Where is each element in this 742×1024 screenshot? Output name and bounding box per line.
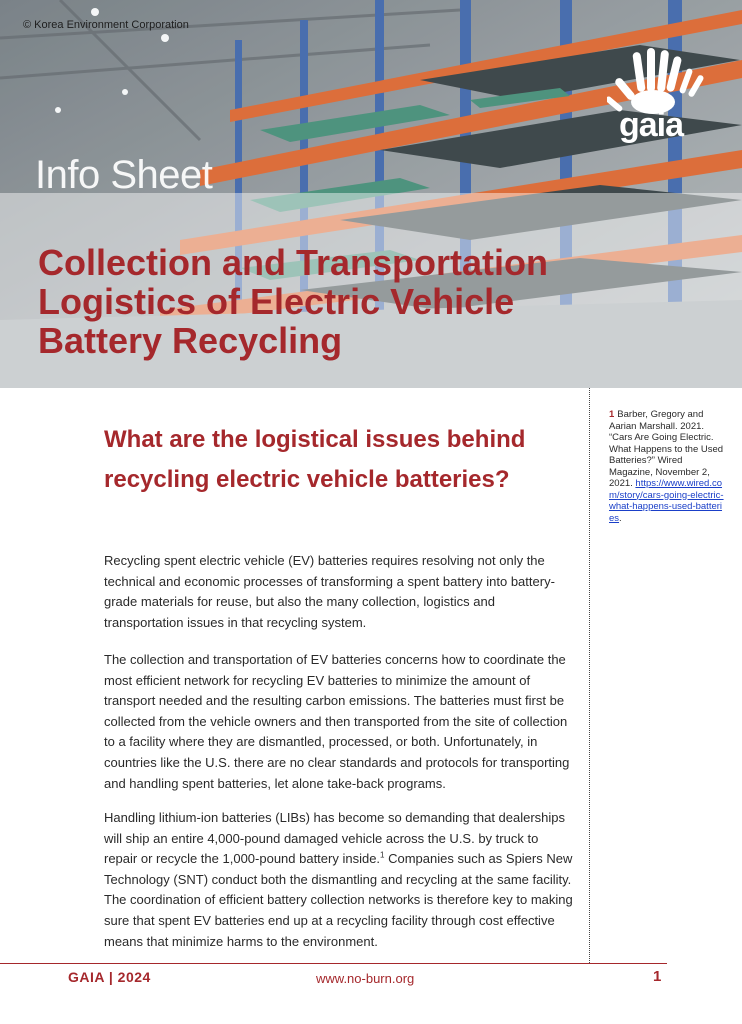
- section-heading: What are the logistical issues behind recycling electric vehicle batteries?: [104, 426, 526, 493]
- page-number: 1: [653, 968, 662, 985]
- footer-divider: [0, 963, 667, 964]
- footnote-text: Barber, Gregory and Aarian Marshall. 2021. “Cars Are Going Electric. What Happens to the Used Batteries?” Wired Magazine, November 2, 2021.: [609, 409, 724, 489]
- footnote-1: [609, 409, 727, 524]
- footnote-reference-1[interactable]: 1: [380, 850, 385, 860]
- body-paragraph-3: [104, 808, 574, 952]
- hero-banner: [0, 0, 742, 388]
- column-divider: [589, 388, 590, 963]
- paragraph-3-text-b: Companies such as Spiers New Technology (SNT) conduct both the dismantling and recycling at the same facility. The coordination of efficient battery collection networks is therefore key to making sure that spent EV batteries end up at a recycling facility through cost effective means that minimize harms to the environment.: [104, 851, 573, 949]
- photo-credit: © Korea Environment Corporation: [23, 19, 189, 31]
- footnote-trailing: .: [619, 512, 622, 524]
- document-type-label: Info Sheet: [35, 153, 213, 197]
- page-title: Collection and Transportation Logistics of Electric Vehicle Battery Recycling: [38, 242, 549, 361]
- footnote-link[interactable]: https://www.wired.com/story/cars-going-electric-what-happens-used-batteries: [609, 478, 724, 524]
- body-paragraph-1: Recycling spent electric vehicle (EV) batteries requires resolving not only the technical and economic processes of transforming a spent battery into battery-grade materials for reuse, but also the many collection, logistics and transportation issues in that recycling system.: [104, 553, 555, 630]
- footer-website[interactable]: www.no-burn.org: [316, 971, 415, 986]
- paragraph-3-text-a: Handling lithium-ion batteries (LIBs) has become so demanding that dealerships will ship an entire 4,000-pound damaged vehicle across the U.S. by truck to repair or recycle the 1,000-pound battery inside.: [104, 810, 566, 867]
- body-paragraph-2: The collection and transportation of EV batteries concerns how to coordinate the most efficient network for recycling EV batteries to minimize the amount of transport needed and the resulting carbon emissions. The batteries must first be collected from the vehicle owners and then transported from the site of collection to a facility where they are dismantled, processed, or both. Unfortunately, in countries like the U.S. there are no clear standards and protocols for transporting and handling spent batteries, let alone take-back programs.: [104, 652, 570, 791]
- footnote-number: 1: [609, 409, 615, 420]
- gaia-logo-wordmark: gaia: [619, 106, 684, 144]
- footer-organization-year: GAIA | 2024: [68, 969, 151, 985]
